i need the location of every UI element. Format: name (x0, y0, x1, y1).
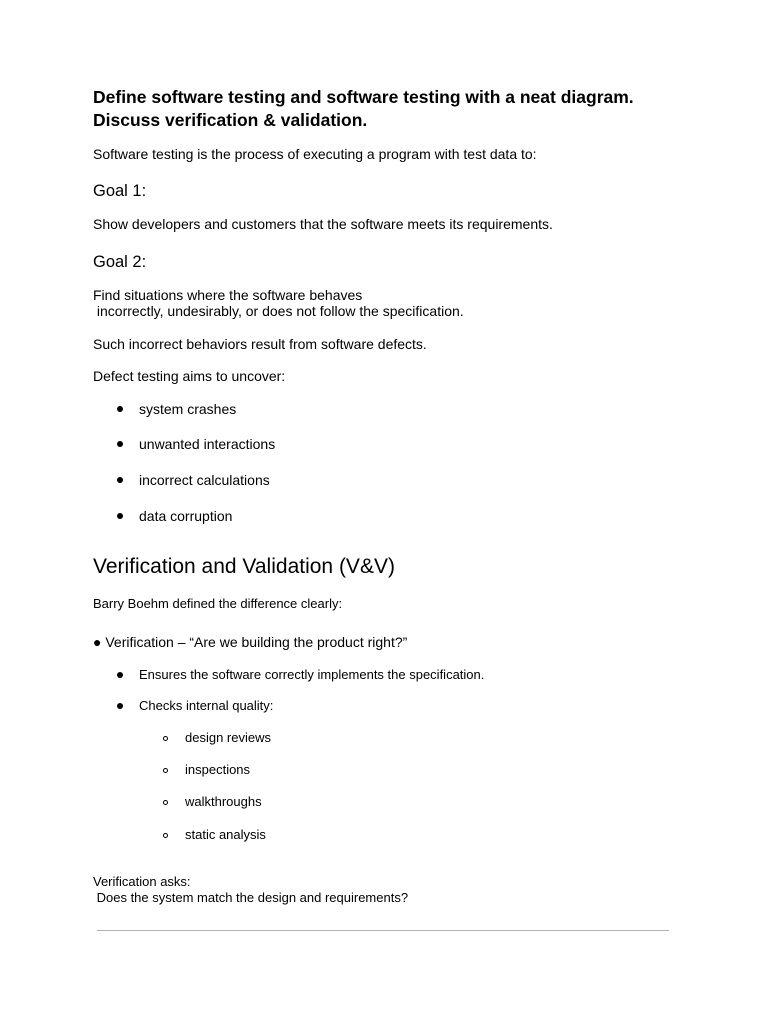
intro-paragraph: Software testing is the process of executing a program with test data to: (93, 146, 537, 162)
list-item-label: system crashes (139, 401, 237, 417)
goal-2-text-line-2: incorrectly, undesirably, or does not follow the specification. (93, 303, 464, 319)
circle-bullet-icon (163, 800, 168, 805)
list-item-label: incorrect calculations (139, 472, 270, 488)
defect-testing-lead: Defect testing aims to uncover: (93, 368, 286, 384)
bullet-icon (117, 513, 123, 519)
bullet-icon (117, 441, 123, 447)
list-item-label: unwanted interactions (139, 436, 276, 452)
list-item-label: static analysis (185, 827, 266, 842)
verification-asks-line-1: Verification asks: (93, 874, 191, 889)
list-item-label: Ensures the software correctly implements the specification. (139, 667, 485, 682)
document-title (93, 86, 634, 132)
list-item-label: data corruption (139, 508, 233, 524)
bullet-icon (117, 406, 123, 412)
goal-1-text: Show developers and customers that the software meets its requirements. (93, 216, 553, 232)
vv-heading: Verification and Validation (V&V) (93, 555, 395, 578)
bullet-icon (117, 672, 123, 678)
verification-asks-line-2: Does the system match the design and requirements? (93, 890, 409, 905)
defects-note: Such incorrect behaviors result from software defects. (93, 336, 427, 352)
goal-1-heading: Goal 1: (93, 182, 147, 200)
title-line-1: Define software testing and software testing with a neat diagram. (93, 87, 634, 107)
bullet-icon (117, 477, 123, 483)
boehm-paragraph: Barry Boehm defined the difference clearly: (93, 596, 343, 611)
circle-bullet-icon (163, 768, 168, 773)
goal-2-text-line-1: Find situations where the software behaves (93, 287, 363, 303)
list-item-label: inspections (185, 762, 251, 777)
horizontal-divider (97, 930, 669, 931)
list-item-label: design reviews (185, 730, 271, 745)
circle-bullet-icon (163, 833, 168, 838)
verification-line: ● Verification – “Are we building the product right?” (93, 634, 408, 650)
list-item-label: Checks internal quality: (139, 698, 274, 713)
title-line-2: Discuss verification & validation. (93, 110, 368, 130)
circle-bullet-icon (163, 736, 168, 741)
list-item-label: walkthroughs (185, 794, 262, 809)
bullet-icon (117, 703, 123, 709)
goal-2-heading: Goal 2: (93, 253, 147, 271)
